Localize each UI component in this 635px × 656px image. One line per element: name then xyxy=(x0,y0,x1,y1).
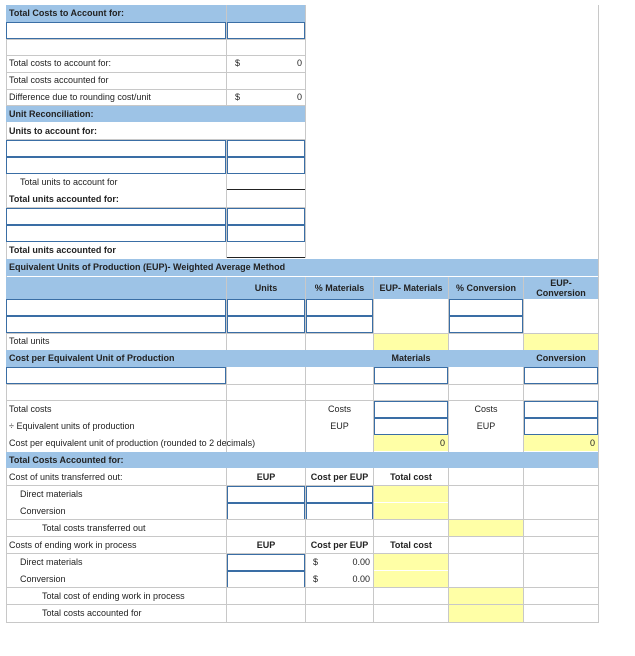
total-transferred-label: Total costs transferred out xyxy=(42,523,146,533)
materials-cost-per-eup-value: 0 xyxy=(439,438,445,448)
conversion-eup-input[interactable] xyxy=(524,418,598,435)
total-accounted-label: Total costs accounted for xyxy=(42,608,142,618)
costs-amount-input[interactable] xyxy=(227,22,305,39)
eup-materials-header: EUP- Materials xyxy=(379,283,443,293)
transferred-dm-eup-input[interactable] xyxy=(227,486,305,503)
rounding-value: 0 xyxy=(296,92,302,102)
eup-row1-label-input[interactable] xyxy=(6,299,226,316)
units-to-account-heading: Units to account for: xyxy=(9,126,97,136)
transferred-conv-label: Conversion xyxy=(20,506,66,516)
eup-row2-units-input[interactable] xyxy=(227,316,305,333)
ending-dm-currency: $ xyxy=(313,557,319,567)
costs-title: Total Costs to Account for: xyxy=(9,8,124,18)
conversion-eup-caption: EUP xyxy=(476,421,496,431)
total-costs-label: Total costs xyxy=(9,404,52,414)
total-units-label: Total units xyxy=(9,336,50,346)
ending-conv-label: Conversion xyxy=(20,574,66,584)
transferred-conv-total-cell xyxy=(374,503,448,519)
divide-eup-label: ÷ Equivalent units of production xyxy=(9,421,135,431)
units-accounted-label-input[interactable] xyxy=(6,208,226,225)
pct-materials-header: % Materials xyxy=(314,283,365,293)
units-accounted-amount-input[interactable] xyxy=(227,208,305,225)
ending-conv-currency: $ xyxy=(313,574,319,584)
ending-eup-header: EUP xyxy=(256,540,276,550)
ending-conv-eup-input[interactable] xyxy=(227,571,305,588)
transferred-cost-per-eup-header: Cost per EUP xyxy=(310,472,369,482)
conversion-costs-caption: Costs xyxy=(474,404,498,414)
transferred-total-cost-header: Total cost xyxy=(390,472,432,482)
transferred-dm-label: Direct materials xyxy=(20,489,83,499)
units-source2-amount-input[interactable] xyxy=(227,157,305,174)
total-units-accounted-label: Total units accounted for xyxy=(9,245,116,255)
total-ending-wip-cell xyxy=(449,588,523,604)
eup-row2-pct-conversion-input[interactable] xyxy=(449,316,523,333)
ending-dm-eup-input[interactable] xyxy=(227,554,305,571)
ending-cost-per-eup-header: Cost per EUP xyxy=(310,540,369,550)
pct-conversion-header: % Conversion xyxy=(455,283,516,293)
total-eup-conversion-cell xyxy=(524,334,598,350)
total-eup-materials-cell xyxy=(374,334,448,350)
total-costs-value: 0 xyxy=(296,58,302,68)
total-ending-wip-label: Total cost of ending work in process xyxy=(42,591,185,601)
materials-costs-caption: Costs xyxy=(327,404,351,414)
materials-header: Materials xyxy=(391,353,431,363)
eup-row1-pct-conversion-input[interactable] xyxy=(449,299,523,316)
total-accounted-cell xyxy=(449,605,523,622)
total-costs-to-account-label: Total costs to account for: xyxy=(9,58,112,68)
cpe-row1-label-input[interactable] xyxy=(6,367,226,384)
ending-dm-total-cell xyxy=(374,554,448,570)
units-source-amount-input[interactable] xyxy=(227,140,305,157)
eup-row2-pct-materials-input[interactable] xyxy=(306,316,373,333)
materials-total-costs-input[interactable] xyxy=(374,401,448,418)
cost-per-eup-title: Cost per Equivalent Unit of Production xyxy=(9,353,175,363)
cost-per-eup-label: Cost per equivalent unit of production (rounded to 2 decimals) xyxy=(9,438,256,448)
eup-row1-pct-materials-input[interactable] xyxy=(306,299,373,316)
total-costs-accounted-label: Total costs accounted for xyxy=(9,75,109,85)
transferred-eup-header: EUP xyxy=(256,472,276,482)
units-accounted2-amount-input[interactable] xyxy=(227,225,305,242)
ending-conv-cost-value: 0.00 xyxy=(352,574,370,584)
units-accounted-heading: Total units accounted for: xyxy=(9,194,119,204)
conversion-total-costs-input[interactable] xyxy=(524,401,598,418)
unit-recon-title: Unit Reconciliation: xyxy=(9,109,94,119)
ending-dm-cost-value: 0.00 xyxy=(352,557,370,567)
units-source-label-input[interactable] xyxy=(6,140,226,157)
ending-conv-total-cell xyxy=(374,571,448,587)
materials-eup-input[interactable] xyxy=(374,418,448,435)
materials-eup-caption: EUP xyxy=(330,421,349,431)
rounding-difference-label: Difference due to rounding cost/unit xyxy=(9,92,151,102)
total-costs-currency: $ xyxy=(235,58,241,68)
transferred-conv-cost-input[interactable] xyxy=(306,503,373,520)
eup-conversion-header: EUP- Conversion xyxy=(536,278,586,298)
accounted-title: Total Costs Accounted for: xyxy=(9,455,124,465)
conversion-cost-per-eup-value: 0 xyxy=(589,438,595,448)
cpe-row1-materials-input[interactable] xyxy=(374,367,448,384)
units-accounted2-label-input[interactable] xyxy=(6,225,226,242)
eup-row1-units-input[interactable] xyxy=(227,299,305,316)
total-transferred-cell xyxy=(449,520,523,536)
eup-title: Equivalent Units of Production (EUP)- Weighted Average Method xyxy=(9,262,286,272)
ending-dm-label: Direct materials xyxy=(20,557,83,567)
conversion-header: Conversion xyxy=(536,353,586,363)
transferred-conv-eup-input[interactable] xyxy=(227,503,305,520)
units-column-header: Units xyxy=(254,283,278,293)
transferred-dm-total-cell xyxy=(374,486,448,502)
ending-wip-label: Costs of ending work in process xyxy=(9,540,137,550)
transferred-out-label: Cost of units transferred out: xyxy=(9,472,123,482)
units-source2-label-input[interactable] xyxy=(6,157,226,174)
total-units-to-account-label: Total units to account for xyxy=(20,177,118,187)
costs-label-input[interactable] xyxy=(6,22,226,39)
rounding-currency: $ xyxy=(235,92,241,102)
eup-row2-label-input[interactable] xyxy=(6,316,226,333)
cpe-row1-conversion-input[interactable] xyxy=(524,367,598,384)
ending-total-cost-header: Total cost xyxy=(390,540,432,550)
transferred-dm-cost-input[interactable] xyxy=(306,486,373,503)
